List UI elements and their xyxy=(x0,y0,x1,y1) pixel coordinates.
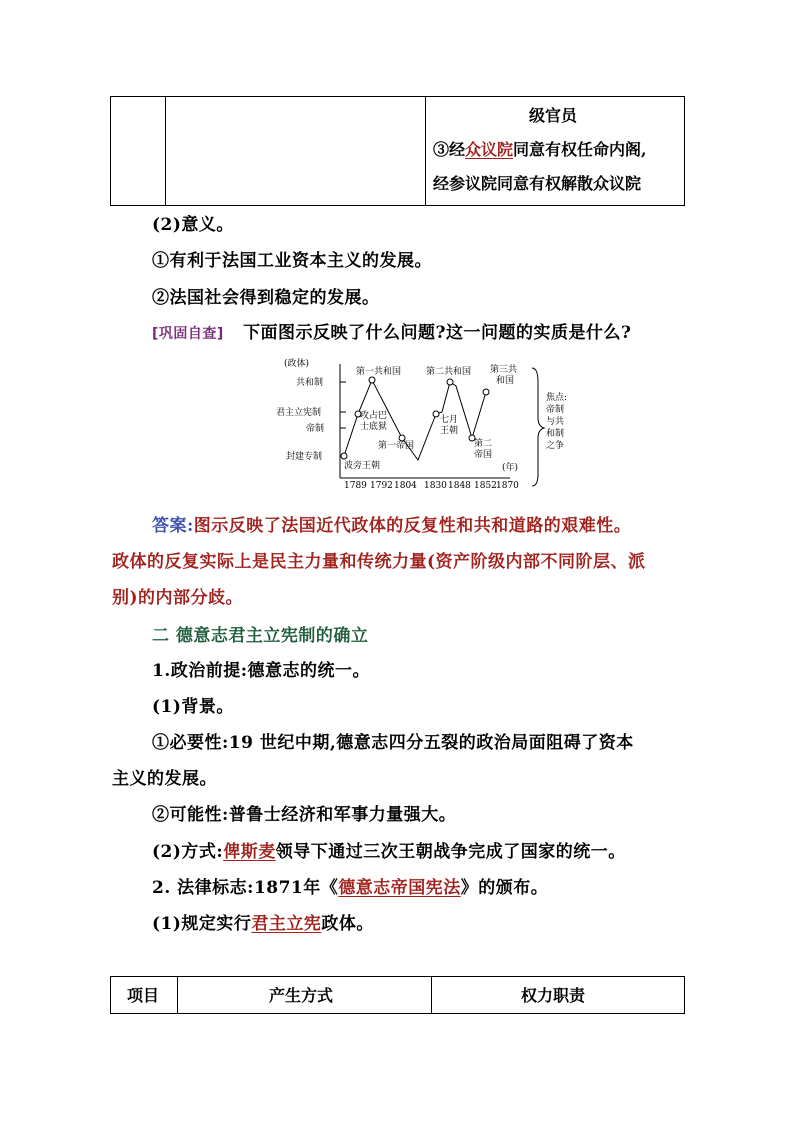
table-cell-text: ③经众议院同意有权任命内阁, xyxy=(433,140,647,159)
highlight-term: 君主立宪 xyxy=(251,914,322,934)
paragraph: 1.政治前提:德意志的统一。 xyxy=(152,661,371,681)
highlight-term: 俾斯麦 xyxy=(223,842,276,862)
annotation: 第二 xyxy=(474,439,493,449)
x-tick-label: 1804 xyxy=(394,481,417,491)
table-header: 权力职责 xyxy=(521,986,586,1005)
x-tick-label: 1870 xyxy=(496,481,519,491)
paragraph: (1)规定实行君主立宪政体。 xyxy=(152,914,374,934)
annotation: 第二共和国 xyxy=(426,367,472,377)
point-1789 xyxy=(341,453,347,459)
focus-label: 焦点: xyxy=(546,393,568,403)
x-tick-label: 1792 xyxy=(370,481,393,491)
regime-timeline-figure xyxy=(270,352,570,492)
highlight-term: 众议院 xyxy=(465,140,514,159)
y-tick-label: 君主立宪制 xyxy=(276,408,322,418)
annotation: 七月 xyxy=(440,415,459,425)
y-tick-label: 帝制 xyxy=(306,424,325,434)
annotation: 帝国 xyxy=(474,450,493,460)
y-tick-label: 封建专制 xyxy=(286,452,323,462)
table-cell-text: 经参议院同意有权解散众议院 xyxy=(433,174,642,193)
list-item: ①有利于法国工业资本主义的发展。 xyxy=(152,251,432,271)
paragraph: (1)背景。 xyxy=(152,697,234,717)
top-table xyxy=(110,96,685,206)
annotation: 王朝 xyxy=(440,426,459,436)
table-header: 产生方式 xyxy=(269,986,334,1005)
y-axis-title: (政体) xyxy=(284,359,310,369)
annotation: 第一共和国 xyxy=(356,367,402,377)
table-header: 项目 xyxy=(127,986,160,1005)
table-divider xyxy=(425,97,426,205)
x-tick-label: 1848 xyxy=(448,481,471,491)
section-heading: 二 德意志君主立宪制的确立 xyxy=(152,626,369,646)
point-third-republic xyxy=(483,389,489,395)
x-tick-label: 1789 xyxy=(344,481,367,491)
y-tick-label: 共和制 xyxy=(296,378,324,388)
focus-label: 之争 xyxy=(546,441,565,451)
point-july-monarchy xyxy=(433,411,439,417)
paragraph: 2. 法律标志:1871年《德意志帝国宪法》的颁布。 xyxy=(152,878,549,898)
x-axis-title: (年) xyxy=(502,463,519,473)
question-tag: [巩固自查] xyxy=(152,326,224,342)
table-divider xyxy=(165,97,166,205)
paragraph: ①必要性:19 世纪中期,德意志四分五裂的政治局面阻碍了资本 xyxy=(152,733,634,753)
highlight-term: 德意志帝国宪法 xyxy=(338,878,461,898)
focus-brace xyxy=(532,368,544,486)
focus-label: 帝制 xyxy=(546,405,565,415)
x-tick-label: 1852 xyxy=(474,481,497,491)
annotation: 波旁王朝 xyxy=(344,461,381,471)
annotation: 第三共 xyxy=(490,365,518,375)
question: [巩固自查] 下面图示反映了什么问题?这一问题的实质是什么? xyxy=(152,323,632,343)
section-title: (2)意义。 xyxy=(152,215,234,235)
point-second-republic xyxy=(447,379,453,385)
x-tick-label: 1830 xyxy=(424,481,447,491)
table-divider xyxy=(177,977,178,1013)
answer-line: 别)的内部分歧。 xyxy=(112,588,244,608)
paragraph: 主义的发展。 xyxy=(112,769,217,789)
annotation: 和国 xyxy=(496,376,515,386)
bottom-table xyxy=(110,976,685,1014)
answer-label: 答案: xyxy=(152,516,194,536)
focus-label: 与共 xyxy=(546,417,565,427)
paragraph: (2)方式:俾斯麦领导下通过三次王朝战争完成了国家的统一。 xyxy=(152,842,626,862)
answer-line: 政体的反复实际上是民主力量和传统力量(资产阶级内部不同阶层、派 xyxy=(112,552,646,572)
focus-label: 和制 xyxy=(546,429,565,439)
annotation: 士底狱 xyxy=(360,422,388,432)
paragraph: ②可能性:普鲁士经济和军事力量强大。 xyxy=(152,805,457,825)
list-item: ②法国社会得到稳定的发展。 xyxy=(152,288,380,308)
table-cell-text: 级官员 xyxy=(529,106,578,125)
annotation: 攻占巴 xyxy=(360,411,388,421)
answer-line: 答案:图示反映了法国近代政体的反复性和共和道路的艰难性。 xyxy=(152,516,632,536)
point-first-republic xyxy=(369,377,375,383)
annotation: 第一帝国 xyxy=(378,441,415,451)
table-divider xyxy=(431,977,432,1013)
